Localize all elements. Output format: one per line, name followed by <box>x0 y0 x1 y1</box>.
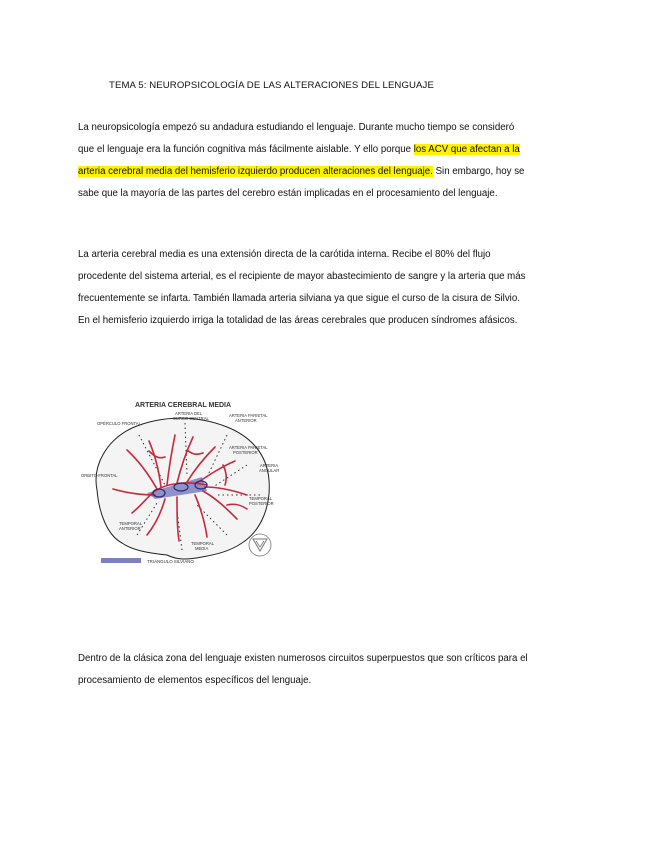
document-title: TEMA 5: NEUROPSICOLOGÍA DE LAS ALTERACIONES DEL LENGUAJE <box>109 80 434 91</box>
legend-swatch <box>101 558 141 563</box>
figure-title: ARTERIA CEREBRAL MEDIA <box>135 402 232 409</box>
legend-label: TRIÁNGULO SILVIANO <box>147 559 194 564</box>
label-angular: ANGULAR <box>259 468 280 473</box>
label-opercular-frontal: OPÉRCULO FRONTAL <box>97 421 141 426</box>
label-posterior-temporal: TEMPORAL <box>249 496 273 501</box>
paragraph-line: La neuropsicología empezó su andadura estudiando el lenguaje. Durante mucho tiempo se consideró <box>78 122 515 133</box>
brain-diagram <box>77 395 285 580</box>
paragraph-middle-cerebral-artery <box>78 244 578 332</box>
label-anterior-temporal: ANTERIOR <box>119 526 141 531</box>
paragraph-line: En el hemisferio izquierdo irriga la totalidad de las áreas cerebrales que producen síndromes afásicos. <box>78 315 518 326</box>
paragraph-line <box>78 139 578 161</box>
paragraph-line: Dentro de la clásica zona del lenguaje existen numerosos circuitos superpuestos que son críticos para el <box>78 653 528 664</box>
plain-text: que el lenguaje era la función cognitiva más fácilmente aislable. Y ello porque <box>78 144 414 155</box>
label-posterior-parietal: ARTERIA PARIETAL <box>229 445 268 450</box>
label-angular: ARTERIA <box>260 463 279 468</box>
highlighted-text: arteria cerebral media del hemisferio izquierdo producen alteraciones del lenguaje. <box>78 166 433 177</box>
label-middle-temporal: MEDIA <box>195 546 209 551</box>
highlighted-text: los ACV que afectan a la <box>413 144 520 155</box>
label-anterior-parietal: ANTERIOR <box>235 418 257 423</box>
paragraph-line: procedente del sistema arterial, es el recipiente de mayor abastecimiento de sangre y la arteria que más <box>78 271 526 282</box>
paragraph-language-circuits <box>78 648 578 692</box>
label-central-sulcus-artery: ARTERIA DEL <box>175 411 203 416</box>
paragraph-line: frecuentemente se infarta. También llamada arteria silviana ya que sigue el curso de la cisura de Silvio. <box>78 293 520 304</box>
label-middle-temporal: TEMPORAL <box>191 541 215 546</box>
label-posterior-temporal: POSTERIOR <box>249 501 274 506</box>
paragraph-line: La arteria cerebral media es una extensión directa de la carótida interna. Recibe el 80% del flujo <box>78 249 491 260</box>
label-anterior-parietal: ARTERIA PARIETAL <box>229 413 268 418</box>
paragraph-intro <box>78 117 578 205</box>
paragraph-line <box>78 161 578 183</box>
paragraph-line: procesamiento de elementos específicos del lenguaje. <box>78 675 312 686</box>
middle-cerebral-artery-figure <box>77 395 285 580</box>
plain-text: Sin embargo, hoy se <box>432 166 525 177</box>
label-central-sulcus-artery: SURCO CENTRAL <box>173 416 209 421</box>
label-posterior-parietal: POSTERIOR <box>233 450 258 455</box>
label-anterior-temporal: TEMPORAL <box>119 521 143 526</box>
label-orbitofrontal: ORBITO-FRONTAL <box>81 473 118 478</box>
paragraph-line: sabe que la mayoría de las partes del cerebro están implicadas en el procesamiento del lenguaje. <box>78 188 498 199</box>
